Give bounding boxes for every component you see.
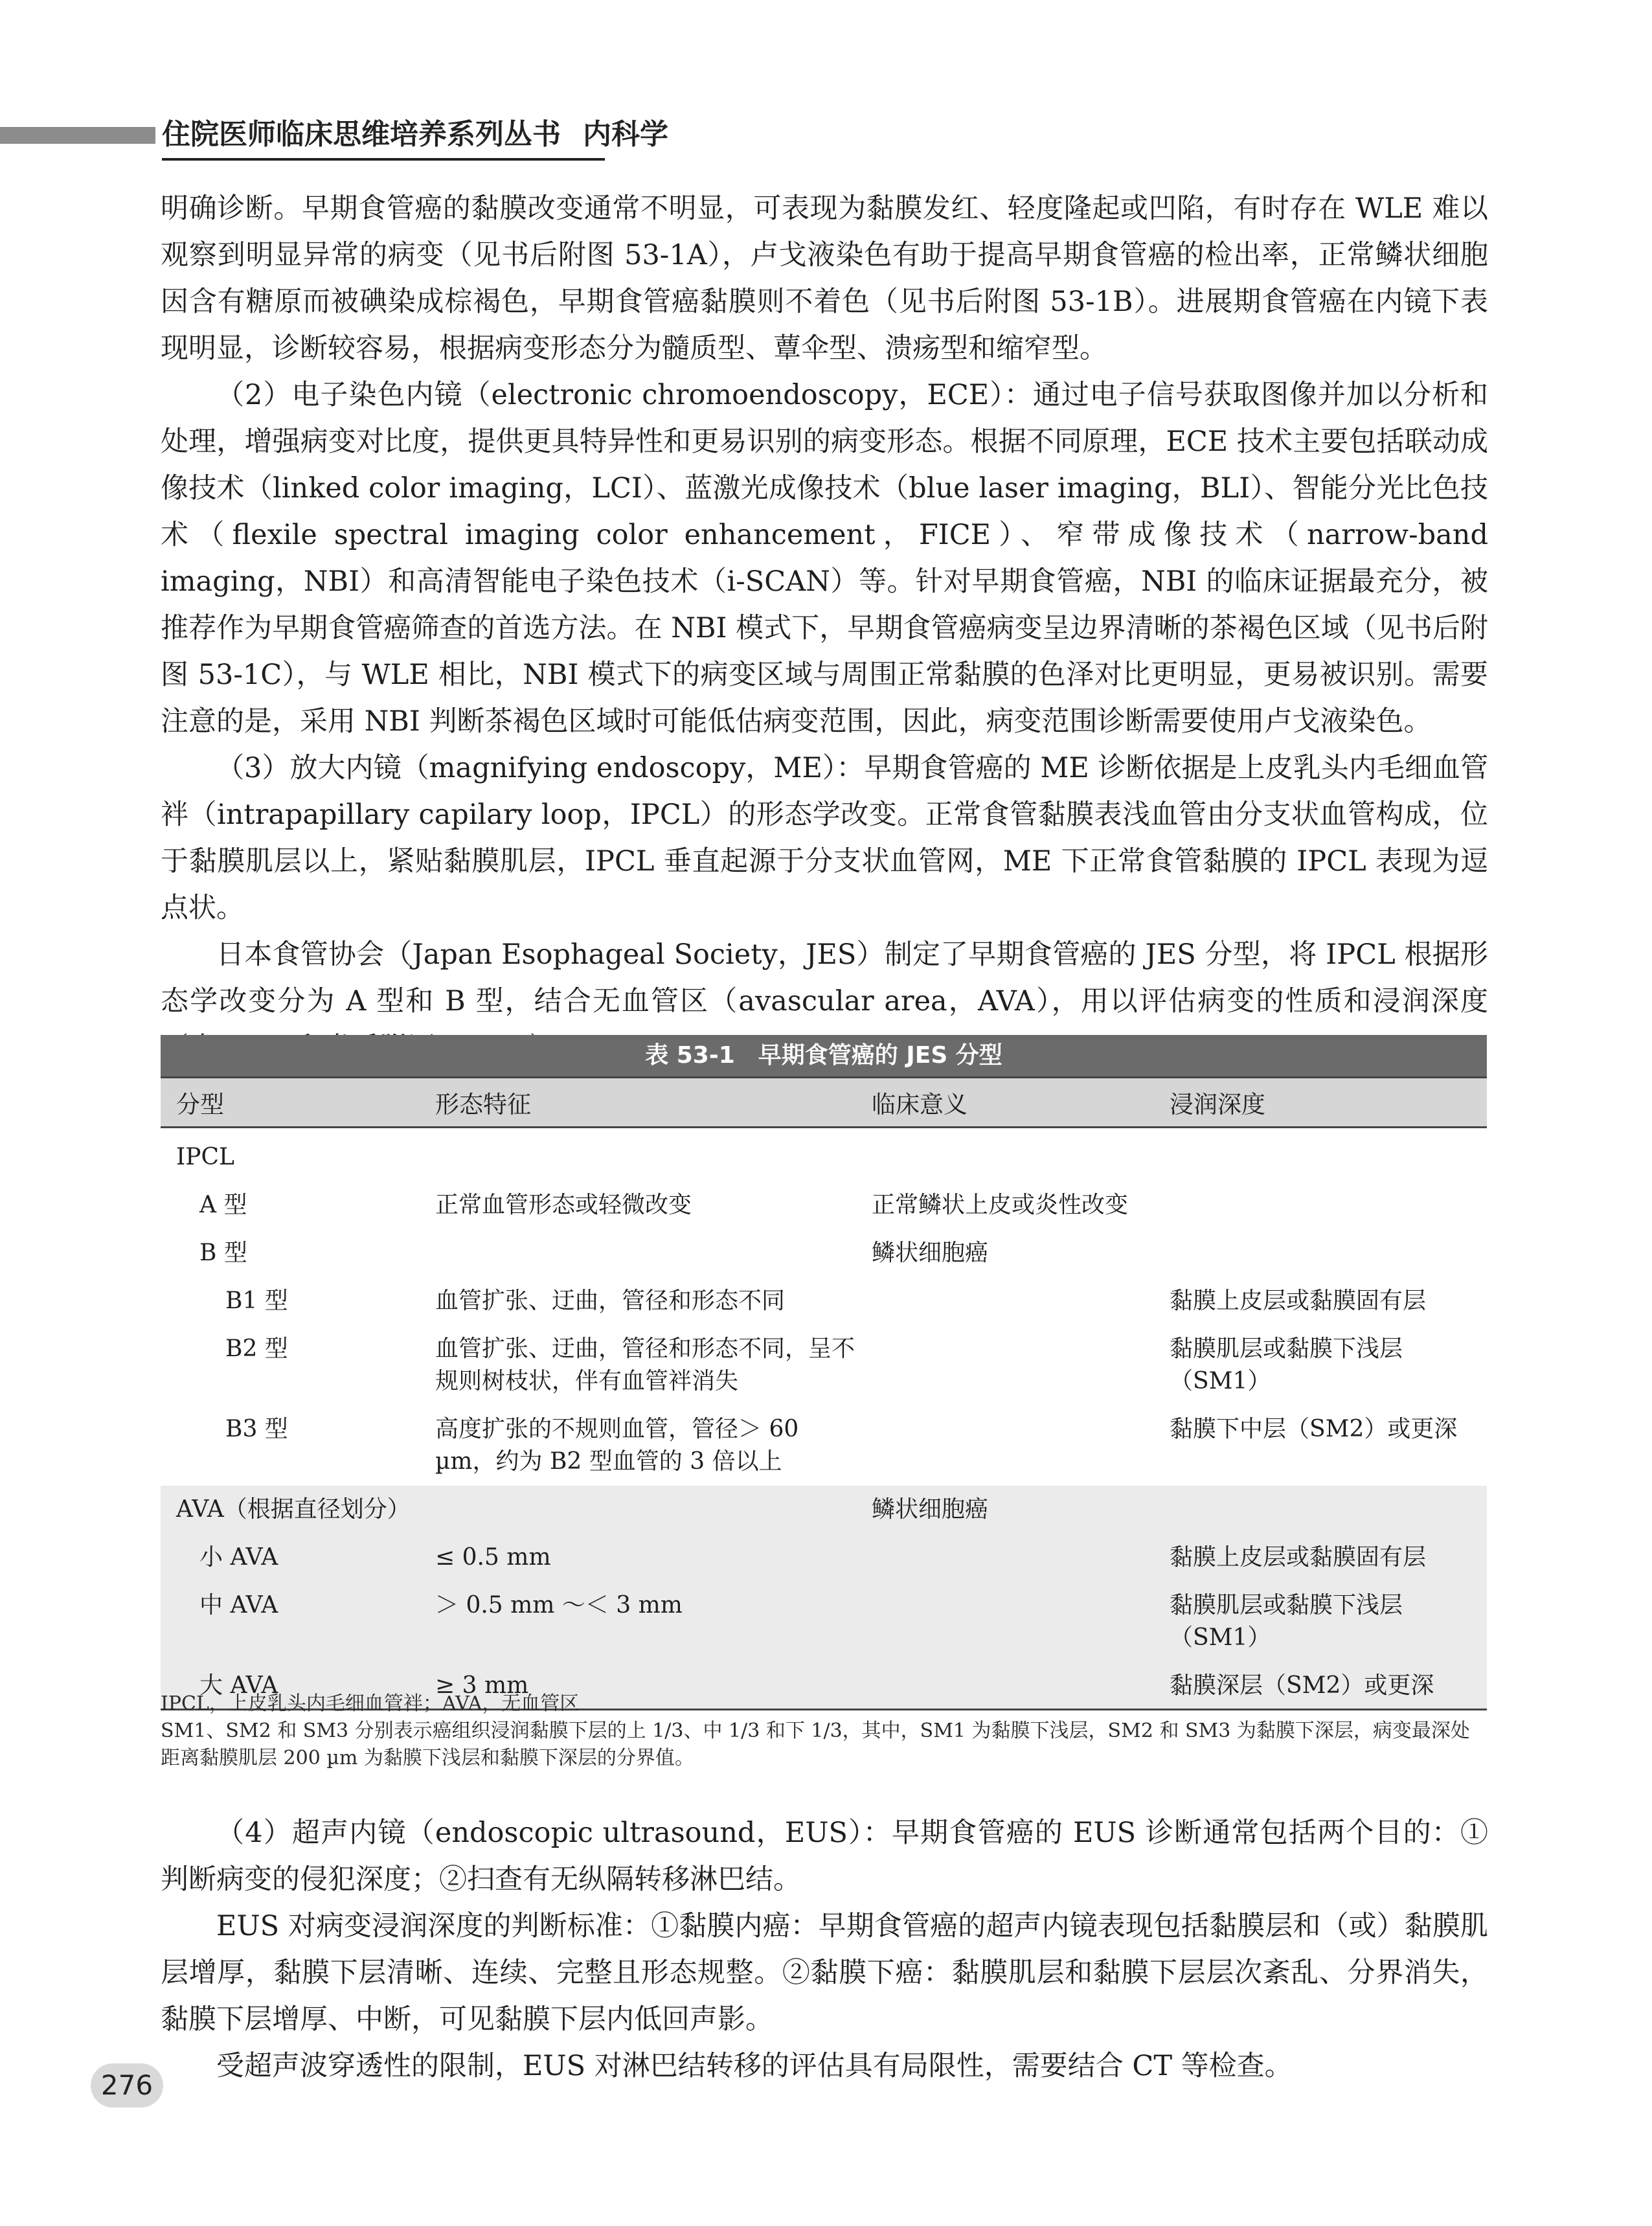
paragraph-me: （3）放大内镜（magnifying endoscopy，ME）：早期食管癌的 ME 诊断依据是上皮乳头内毛细血管袢（intrapapillary capilary loop，IPCL）的形态学改变。正常食管黏膜表浅血管由分支状血管构成，位于黏膜肌层以上，紧贴黏膜肌层，IPCL 垂直起源于分支状血管网，ME 下正常食管黏膜的 IPCL 表现为逗点状。	[161, 752, 1488, 924]
table-cell: A 型	[199, 1192, 247, 1218]
table-cell	[420, 1128, 856, 1182]
table-cell: 正常血管形态或轻微改变	[435, 1192, 692, 1218]
table-cell	[1154, 1229, 1487, 1277]
paragraph-eus: （4）超声内镜（endoscopic ultrasound，EUS）：早期食管癌的 EUS 诊断通常包括两个目的：①判断病变的侵犯深度；②扫查有无纵隔转移淋巴结。	[161, 1817, 1488, 1896]
table-cell: 黏膜下中层（SM2）或更深	[1170, 1416, 1458, 1442]
paragraph-ece: （2）电子染色内镜（electronic chromoendoscopy，ECE）：通过电子信号获取图像并加以分析和处理，增强病变对比度，提供更具特异性和更易识别的病变形态。根据不同原理，ECE 技术主要包括联动成像技术（linked color imaging，LCI）、蓝激光成像技术（blue laser imaging，BLI）、智能分光比色技术（flexile spectral imaging color enhancement，FICE）、窄带成像技术（narrow-band imaging，NBI）和高清智能电子染色技术（i-SCAN）等。针对早期食管癌，NBI 的临床证据最充分，被推荐作为早期食管癌筛查的首选方法。在 NBI 模式下，早期食管癌病变呈边界清晰的茶褐色区域（见书后附图 53-1C），与 WLE 相比，NBI 模式下的病变区域与周围正常黏膜的色泽对比更明显，更易被识别。需要注意的是，采用 NBI 判断茶褐色区域时可能低估病变范围，因此，病变范围诊断需要使用卢戈液染色。	[161, 379, 1488, 738]
table-cell: 黏膜肌层或黏膜下浅层（SM1）	[1170, 1335, 1403, 1394]
table-cell	[856, 1582, 1154, 1662]
table-note: IPCL，上皮乳头内毛细血管袢；AVA，无血管区	[161, 1692, 580, 1715]
table-cell: IPCL	[176, 1144, 234, 1170]
table-cell: 鳞状细胞癌	[872, 1240, 989, 1266]
table-cell: B 型	[199, 1240, 247, 1266]
table-row	[161, 1229, 1487, 1277]
paragraph-eus-limit: 受超声波穿透性的限制，EUS 对淋巴结转移的评估具有局限性，需要结合 CT 等检查。	[216, 2050, 1293, 2082]
header-rule	[162, 158, 605, 161]
table-row	[161, 1277, 1487, 1325]
jes-table	[161, 1035, 1487, 1710]
table-cell: 正常鳞状上皮或炎性改变	[872, 1192, 1129, 1218]
header-cell-significance: 临床意义	[856, 1078, 1154, 1128]
table-cell	[1154, 1128, 1487, 1182]
table-row	[161, 1405, 1487, 1486]
paragraph-eus-criteria: EUS 对病变浸润深度的判断标准：①黏膜内癌：早期食管癌的超声内镜表现包括黏膜层和（或）黏膜肌层增厚，黏膜下层清晰、连续、完整且形态规整。②黏膜下癌：黏膜肌层和黏膜下层层次紊乱、分界消失，黏膜下层增厚、中断，可见黏膜下层内低回声影。	[161, 1910, 1488, 2036]
table-cell: 血管扩张、迂曲，管径和形态不同	[435, 1288, 786, 1314]
table-note: SM1、SM2 和 SM3 分别表示癌组织浸润黏膜下层的上 1/3、中 1/3 和下 1/3，其中，SM1 为黏膜下浅层，SM2 和 SM3 为黏膜下深层，病变最深处距离黏膜肌层 200 µm 为黏膜下浅层和黏膜下深层的分界值。	[161, 1720, 1470, 1769]
paragraph-jes: 日本食管协会（Japan Esophageal Society，JES）制定了早期食管癌的 JES 分型，将 IPCL 根据形态学改变分为 A 型和 B 型，结合无血管区（avascular area，AVA），用以评估病变的性质和浸润深度	[161, 938, 1488, 1017]
table-cell: B3 型	[225, 1416, 288, 1442]
table-cell: 中 AVA	[199, 1592, 278, 1618]
table-cell	[856, 1534, 1154, 1582]
table-cell	[420, 1486, 856, 1534]
table-cell: B1 型	[225, 1288, 288, 1314]
table-row	[161, 1534, 1487, 1582]
table-cell	[856, 1277, 1154, 1325]
table-cell: ≥ 3 mm	[420, 1662, 856, 1710]
table-cell	[856, 1405, 1154, 1486]
header-cell-depth: 浸润深度	[1154, 1078, 1487, 1128]
table-row	[161, 1486, 1487, 1534]
table-row	[161, 1181, 1487, 1229]
header-decor-bar	[0, 127, 155, 144]
table-cell: 黏膜肌层或黏膜下浅层（SM1）	[1170, 1592, 1403, 1651]
table-cell: ≤ 0.5 mm	[435, 1544, 551, 1571]
table-cell: 血管扩张、迂曲，管径和形态不同，呈不规则树枝状，伴有血管袢消失	[435, 1335, 855, 1394]
table-cell	[856, 1128, 1154, 1182]
table-cell: 大 AVA	[161, 1662, 420, 1710]
header-cell-type: 分型	[161, 1078, 420, 1128]
series-title: 住院医师临床思维培养系列丛书	[162, 118, 561, 151]
header-cell-morphology: 形态特征	[420, 1078, 856, 1128]
body-text-bottom	[161, 1810, 1488, 2089]
table-cell: 鳞状细胞癌	[872, 1496, 989, 1523]
table-cell: B2 型	[225, 1335, 288, 1362]
table-cell	[1154, 1486, 1487, 1534]
table-cell: 小 AVA	[199, 1544, 278, 1571]
table-notes	[161, 1690, 1488, 1772]
table-caption: 表 53-1 早期食管癌的 JES 分型	[161, 1035, 1487, 1076]
paragraph-diagnosis: 明确诊断。早期食管癌的黏膜改变通常不明显，可表现为黏膜发红、轻度隆起或凹陷，有时存在 WLE 难以观察到明显异常的病变（见书后附图 53-1A），卢戈液染色有助于提高早期食管癌的检出率，正常鳞状细胞因含有糖原而被碘染成棕褐色，早期食管癌黏膜则不着色（见书后附图 53-1B）。进展期食管癌在内镜下表现明显，诊断较容易，根据病变形态分为髓质型、蕈伞型、溃疡型和缩窄型。	[161, 192, 1488, 365]
table-cell	[420, 1229, 856, 1277]
table-cell	[1154, 1181, 1487, 1229]
table-header-row	[161, 1078, 1487, 1128]
jes-classification-table	[161, 1076, 1487, 1710]
table-cell: 高度扩张的不规则血管，管径＞ 60 µm，约为 B2 型血管的 3 倍以上	[435, 1416, 799, 1475]
page-number: 276	[91, 2063, 163, 2107]
running-header	[162, 114, 690, 155]
table-cell: ＞ 0.5 mm ～＜ 3 mm	[435, 1592, 683, 1618]
table-cell: AVA（根据直径划分）	[176, 1496, 411, 1523]
table-cell	[856, 1325, 1154, 1405]
table-cell: 黏膜上皮层或黏膜固有层	[1170, 1288, 1427, 1314]
subject-title: 内科学	[583, 118, 668, 151]
body-text-top	[161, 185, 1488, 1071]
table-row	[161, 1128, 1487, 1182]
table-cell: 黏膜深层（SM2）或更深	[1154, 1662, 1487, 1710]
table-row	[161, 1325, 1487, 1405]
table-row	[161, 1582, 1487, 1662]
table-cell: 黏膜上皮层或黏膜固有层	[1170, 1544, 1427, 1571]
